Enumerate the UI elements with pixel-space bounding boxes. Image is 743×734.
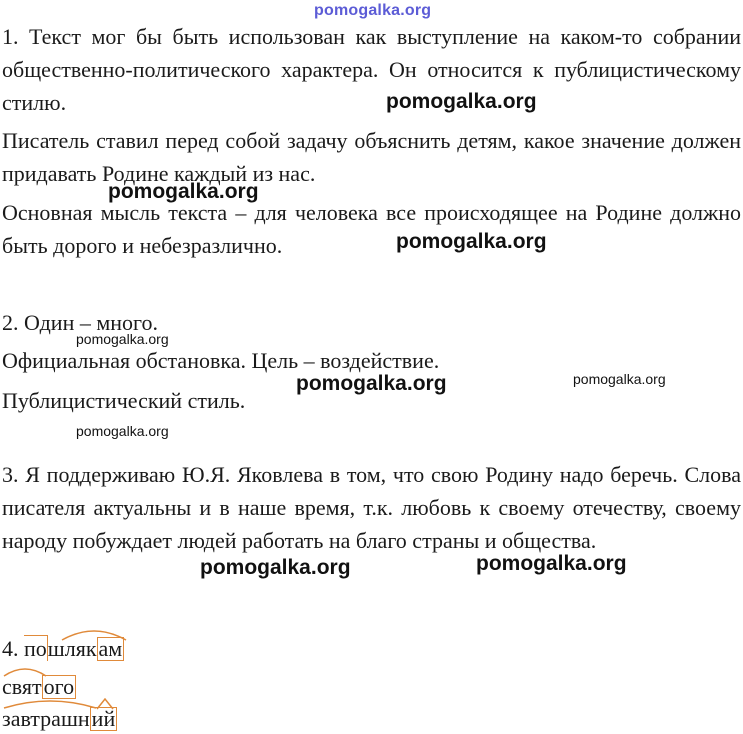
root-mark: шляк bbox=[47, 636, 97, 661]
answer-2-line-3: Публицистический стиль. bbox=[2, 388, 246, 413]
answer-1-paragraph-2: Писатель ставил перед собой задачу объяснить детям, какое значение должен придавать Родине каждый из нас. bbox=[2, 128, 741, 186]
answer-2-line-1: 2. Один – много. bbox=[2, 310, 159, 335]
watermark-large: pomogalka.org bbox=[386, 90, 537, 113]
morpheme-word-1 bbox=[2, 634, 124, 664]
answer-1-paragraph-1: 1. Текст мог бы быть использован как выступление на каком-то собрании общественно-политического характера. Он относится к публицистическому стилю. bbox=[2, 24, 741, 115]
watermark-large: pomogalka.org bbox=[296, 372, 447, 395]
morpheme-word-2 bbox=[2, 672, 76, 702]
watermark-large: pomogalka.org bbox=[108, 180, 259, 203]
answer-4-number: 4. bbox=[2, 636, 19, 661]
watermark-top: pomogalka.org bbox=[314, 2, 432, 19]
ending-box: ий bbox=[91, 706, 116, 731]
watermark-large: pomogalka.org bbox=[476, 552, 627, 575]
suffix-mark: н bbox=[77, 706, 90, 731]
ending-box: ого bbox=[43, 674, 75, 699]
answer-1-paragraph-3: Основная мысль текста – для человека все происходящее на Родине должно быть дорого и небезразлично. bbox=[2, 200, 741, 258]
watermark-large: pomogalka.org bbox=[200, 556, 351, 579]
root-mark: свят bbox=[2, 674, 42, 699]
prefix-mark: по bbox=[24, 636, 47, 661]
morpheme-word-3 bbox=[2, 704, 117, 734]
root-mark: завтраш bbox=[2, 706, 78, 731]
ending-box: ам bbox=[98, 636, 123, 661]
watermark-small: pomogalka.org bbox=[76, 423, 169, 439]
answer-2-line-2: Официальная обстановка. Цель – воздействие. bbox=[2, 348, 440, 373]
watermark-small: pomogalka.org bbox=[573, 371, 666, 387]
answer-3-paragraph: 3. Я поддерживаю Ю.Я. Яковлева в том, что свою Родину надо беречь. Слова писателя актуальны и в наше время, т.к. любовь к своему отечеству, своему народу побуждает людей работать на благо страны и общества. bbox=[2, 462, 741, 553]
watermark-small: pomogalka.org bbox=[76, 331, 169, 347]
watermark-large: pomogalka.org bbox=[396, 230, 547, 253]
